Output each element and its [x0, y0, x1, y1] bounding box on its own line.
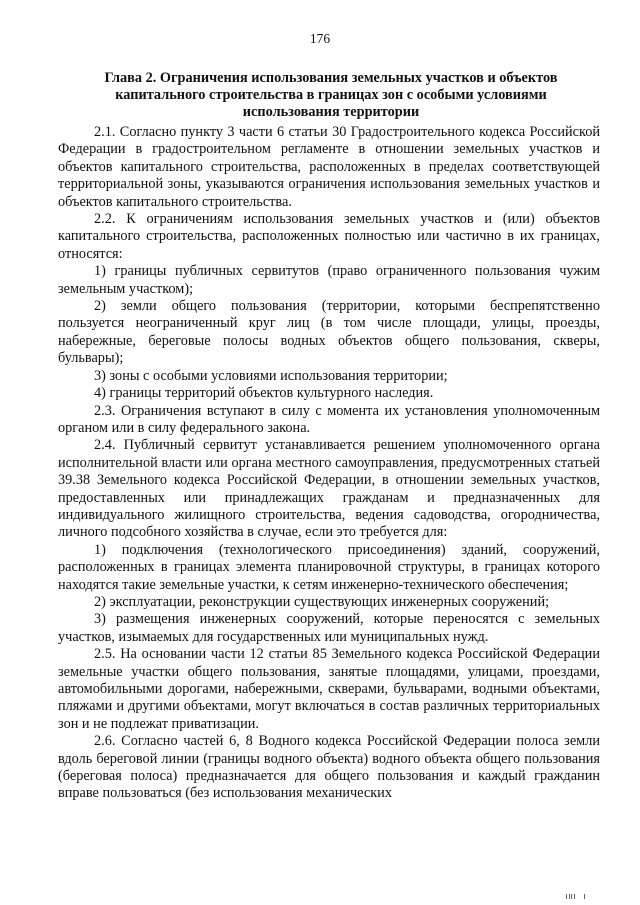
paragraph-2-6: 2.6. Согласно частей 6, 8 Водного кодекса Российской Федерации полоса земли вдоль береговой линии (границы водного объекта) водного объекта общего пользования (береговая полоса) предназначается для общего пользования и каждый гражданин вправе пользоваться (без использования механических: [58, 733, 600, 802]
paragraph-2-1: 2.1. Согласно пункту 3 части 6 статьи 30 Градостроительного кодекса Российской Федерации в градостроительном регламенте в отношении земельных участков и объектов капитального строительства, расположенных в пределах соответствующей территориальной зоны, указываются ограничения использования земельных участков и объектов капитального строительства.: [58, 124, 600, 210]
paragraph-2-3: 2.3. Ограничения вступают в силу с момента их установления уполномоченным органом или в силу федерального закона.: [58, 402, 600, 436]
list-item-1: 1) границы публичных сервитутов (право ограниченного пользования чужим земельным участком);: [58, 263, 600, 297]
chapter-heading: Глава 2. Ограничения использования земельных участков и объектов капитального строительства в границах зон с особыми условиями использования территории: [104, 70, 558, 120]
list-item-3: 3) зоны с особыми условиями использования территории;: [94, 367, 448, 384]
list-item-1: 1) подключения (технологического присоединения) зданий, сооружений, расположенных в границах элемента планировочной структуры, в границах которого находятся такие земельные участки, к сетям инженерно-технического обеспечения;: [58, 541, 600, 593]
body-text: [58, 124, 600, 803]
list-item-2: 2) земли общего пользования (территории, которыми беспрепятственно пользуется неограниченный круг лиц (в том числе площади, улицы, проезды, набережные, береговые полосы водных объектов общего пользования, скверы, бульвары);: [58, 298, 600, 367]
paragraph-2-5: 2.5. На основании части 12 статьи 85 Земельного кодекса Российской Федерации земельные участки общего пользования, занятые площадями, улицами, проездами, автомобильными дорогами, набережными, скверами, бульварами, водными объектами, пляжами и другими объектами, могут включаться в состав различных территориальных зон и не подлежат приватизации.: [58, 646, 600, 732]
scan-marks: [566, 894, 590, 899]
list-item-3: 3) размещения инженерных сооружений, которые переносятся с земельных участков, изымаемых для государственных или муниципальных нужд.: [58, 611, 600, 645]
paragraph-2-2: 2.2. К ограничениям использования земельных участков и (или) объектов капитального строительства, расположенных полностью или частично в их границах, относятся:: [58, 211, 600, 262]
page-number: 176: [309, 31, 331, 46]
list-item-4: 4) границы территорий объектов культурного наследия.: [94, 385, 434, 402]
paragraph-2-4: 2.4. Публичный сервитут устанавливается решением уполномоченного органа исполнительной власти или органа местного самоуправления, предусмотренных статьей 39.38 Земельного кодекса Российской Федерации, в отношении земельных участков, предоставленных или принадлежащих гражданам и предназначенных для индивидуального жилищного строительства, ведения садоводства, огородничества, личного подсобного хозяйства в случае, если это требуется для:: [58, 437, 600, 541]
list-item-2: 2) эксплуатации, реконструкции существующих инженерных сооружений;: [94, 593, 550, 610]
